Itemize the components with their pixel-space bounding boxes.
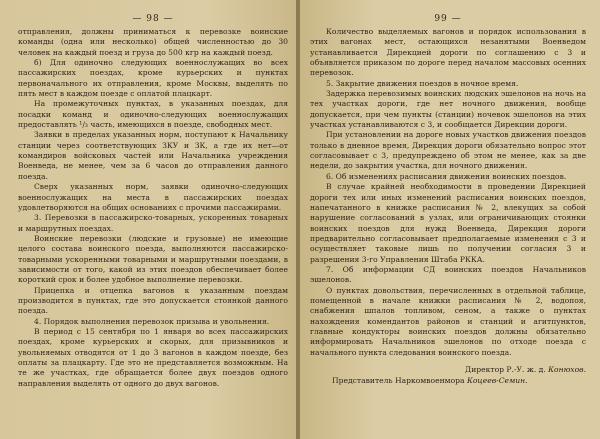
paragraph: О пунктах довольствия, перечисленных в отдельной таблице, помещенной в начале книжки расписания № 2, водопоя, снабжения шпалов топливом, сеном, а также о пунктах нахождения комендантов районов и станций и агитпунктов, главные кондукторы воинских поездов должны обязательно информировать Начальников эшелонов по отходе поезда с начального пункта следования воинского поезда. — [310, 285, 586, 357]
section-heading: 4. Порядок выполнения перевозок призыва и увольнения. — [34, 316, 270, 326]
section-heading: 6. Об изменениях расписания движения воинских поездов. — [326, 171, 567, 181]
director-title: Директор Р.-У. ж. д. — [465, 365, 546, 374]
paragraph: Количество выделяемых вагонов и порядок использования в этих вагонах мест, остающихся незанятыми Военведом устанавливается Дирекцией дороги по соглашению с 3 и объявляется приказом по дороге перед началом массовых осенних перевозок. — [310, 27, 586, 78]
paragraph: Прицепка и отцепка вагонов к указанным поездам производится в пунктах, где это допускается стоянкой данного поезда. — [18, 285, 288, 316]
paragraph: б) Для одиночно следующих военнослужащих во всех пассажирских поездах, кроме курьерских и пунктах первоначального их отправления, кроме Москвы, выделять по пять мест в каждом поезде с оплатой плацкарт. — [18, 58, 288, 99]
page-text — [310, 27, 586, 358]
paragraph: При установлении на дороге новых участков движения поездов только в дневное время, Дирекция дороги обязательно вопрос этот согласовывает с 3, предупреждено об этом не менее, как за две недели, до закрытия участка, для ночного движения. — [310, 130, 586, 171]
director-signature — [310, 364, 586, 375]
signature-block — [310, 364, 586, 386]
paragraph: В случае крайней необходимости в проведении Дирекцией дороги тех или иных изменений расписания воинских поездов, напечатанного в книжке расписания № 2, влекущих за собой нарушение согласований в узлах, или ограничивающих стоянки воинских поездов для нужд Военведа, Дирекция дороги предварительно согласовывает предполагаемые изменения с 3 и осуществляет таковые лишь по получении согласия 3 и разрешения 3-го Управления Штаба РККА. — [310, 182, 586, 264]
paragraph: Сверх указанных норм, заявки одиночно-следующих военнослужащих на места в пассажирских поездах удовлетворяются на общих основаниях с прочими пассажирами. — [18, 182, 288, 212]
section-heading: 7. Об информации СД воинских поездов Начальников эшелонов. — [310, 264, 586, 285]
representative-title: Представитель Наркомвоенмора — [332, 376, 465, 385]
paragraph: В период с 15 сентября по 1 января во всех пассажирских поездах, кроме курьерских и скорых, для призывников и увольняемых отводятся от 1 до 3 вагонов в каждом поезде, без оплаты за плацкарту. Где это не представляется возможным. На те же участках, где обращается более двух поездов одного направления выделять от одного до двух вагонов. — [18, 326, 288, 388]
paragraph: отправления, должны приниматься к перевозке воинские команды (одна или несколько) общей численностью до 30 человек на каждый поезд и груза до 500 кгр на каждый поезд. — [18, 27, 288, 57]
paragraph: Задержка перевозимых воинских людских эшелонов на ночь на тех участках дороги, где нет ночного движения, вообще допускается, при чем пункты (станции) ночевок эшелонов на этих участках устанавливаются с 3, и сообщается Дирекции дороги. — [310, 89, 586, 130]
page-text — [18, 27, 288, 389]
paragraph: Воинские перевозки (людские и грузовые) не имеющие целого состава воинского поезда, выполняются пассажирско-товарными ускоренными товарными и маршрутными поездами, в зависимости от того, какой из этих поездов обеспечивает более короткий срок и более удобное выполнение перевозки. — [18, 233, 288, 285]
page-number: — 98 — — [132, 14, 174, 24]
representative-name: Коцеев-Семин. — [466, 376, 528, 385]
representative-signature — [310, 375, 586, 386]
right-page — [300, 0, 600, 439]
paragraph: Заявки в пределах указанных норм, поступают к Начальнику станции через соответствующих ЗКУ и ЗК, а где их нет—от командиров войсковых частей или Начальника учреждения Военведа, не менее, чем за 6 часов до отправления данного поезда. — [18, 130, 288, 181]
left-page — [0, 0, 296, 439]
paragraph: На промежуточных пунктах, в указанных поездах, для посадки команд и одиночно-следующих военнослужащих предоставлять ¹/₃ часть, имеющихся в поезде, свободных мест. — [18, 99, 288, 130]
section-heading: 3. Перевозки в пассажирско-товарных, ускоренных товарных и маршрутных поездах. — [18, 213, 288, 233]
director-name: Конюхов. — [548, 365, 586, 374]
page-number: 99 — — [434, 14, 462, 24]
section-heading: 5. Закрытие движения поездов в ночное время. — [326, 78, 519, 88]
